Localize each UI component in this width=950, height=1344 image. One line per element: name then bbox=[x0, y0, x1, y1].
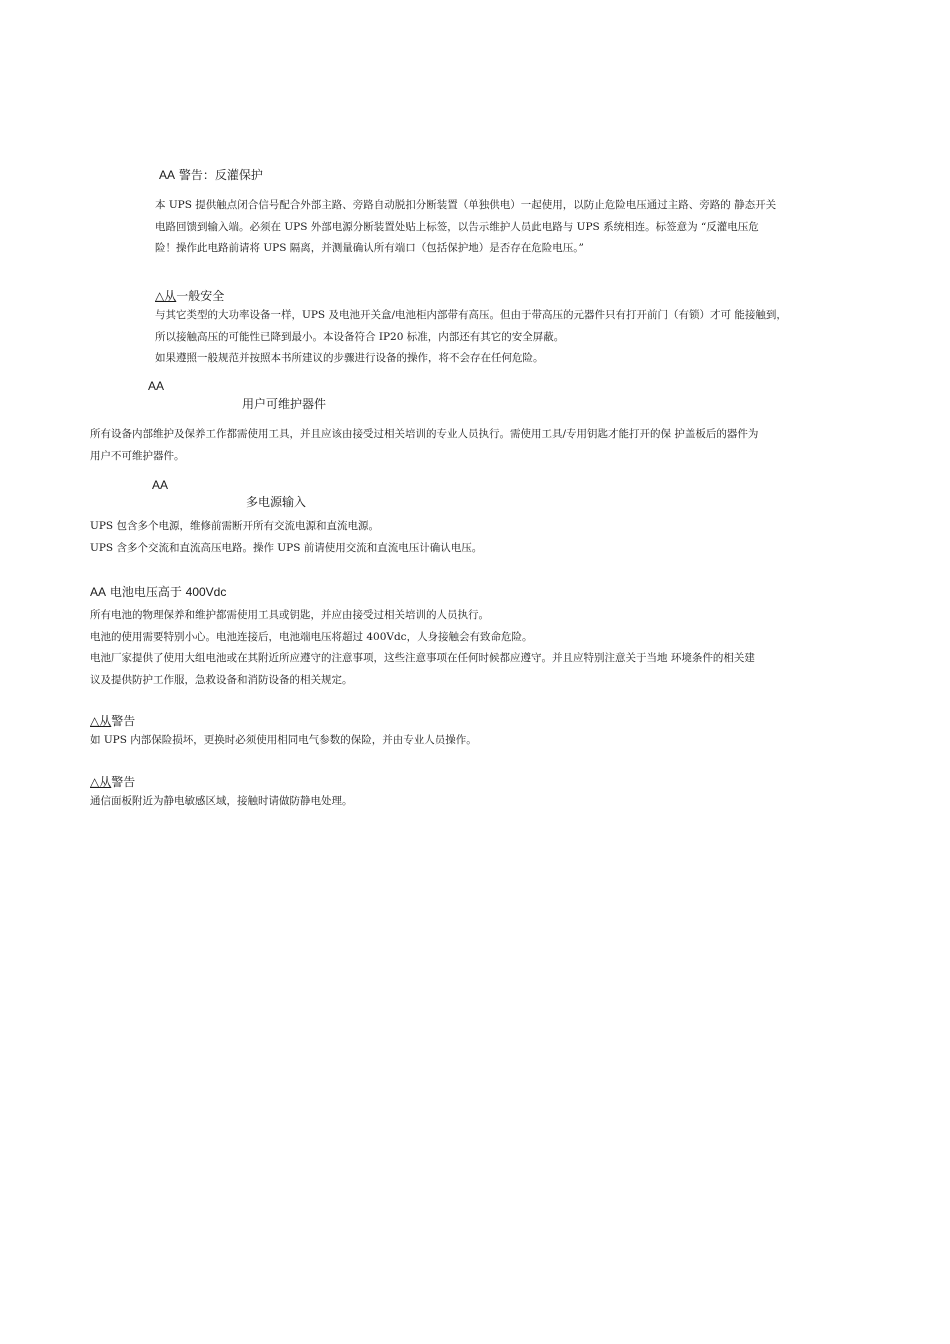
heading-text: 一般安全 bbox=[176, 289, 225, 303]
heading-text: 警告：反灌保护 bbox=[175, 168, 263, 182]
paragraph-line: 用户不可维护器件。 bbox=[90, 449, 185, 462]
paragraph-line: UPS 包含多个电源，维修前需断开所有交流电源和直流电源。 bbox=[90, 520, 379, 532]
paragraph-line: 电路回馈到输入端。必须在 UPS 外部电源分断装置处贴上标签，以告示维护人员此电路与 UPS 系统相连。标签意为 “反灌电压危 bbox=[155, 220, 759, 233]
paragraph-line: 通信面板附近为静电敏感区域，接触时请做防静电处理。 bbox=[90, 795, 353, 807]
paragraph-line: 本 UPS 提供触点闭合信号配合外部主路、旁路自动脱扣分断装置（单独供电）一起使用，以防止危险电压通过主路、旁路的 静态开关 bbox=[155, 199, 777, 211]
paragraph-line: 所有电池的物理保养和维护都需使用工具或钥匙，并应由接受过相关培训的人员执行。 bbox=[90, 609, 489, 621]
warning-mark: AA bbox=[90, 585, 107, 599]
caution-triangle-icon: △从 bbox=[90, 714, 112, 728]
paragraph-line: 电池厂家提供了使用大组电池或在其附近所应遵守的注意事项，这些注意事项在任何时候都应遵守。并且应特别注意关于当地 环境条件的相关建 bbox=[90, 652, 755, 664]
section-heading-general-safety bbox=[155, 287, 224, 304]
paragraph-line: 议及提供防护工作服，急救设备和消防设备的相关规定。 bbox=[90, 673, 353, 686]
paragraph-line: 所以接触高压的可能性已降到最小。本设备符合 IP20 标准，内部还有其它的安全屏蔽。 bbox=[155, 330, 565, 343]
caution-triangle-icon: △从 bbox=[90, 775, 112, 789]
warning-mark: AA bbox=[148, 379, 165, 393]
paragraph-fuse-warning bbox=[90, 730, 477, 752]
paragraph-line: 险！操作此电路前请将 UPS 隔离，并测量确认所有端口（包括保护地）是否存在危险电压。” bbox=[155, 242, 584, 254]
paragraph-line: 电池的使用需要特别小心。电池连接后，电池端电压将超过 400Vdc，人身接触会有致命危险。 bbox=[90, 630, 533, 643]
heading-text: 电池电压高于 bbox=[106, 585, 186, 599]
warning-mark: AA bbox=[159, 168, 176, 182]
paragraph-line: 如果遵照一般规范并按照本书所建议的步骤进行设备的操作，将不会存在任何危险。 bbox=[155, 352, 544, 364]
section-heading-fuse-warning bbox=[90, 712, 135, 729]
paragraph-general-safety bbox=[155, 305, 787, 370]
paragraph-line: UPS 含多个交流和直流高压电路。操作 UPS 前请使用交流和直流电压计确认电压。 bbox=[90, 541, 483, 554]
section-heading-backfeed bbox=[159, 166, 263, 183]
section-heading-battery-voltage bbox=[90, 583, 226, 600]
heading-text: 警告 bbox=[111, 775, 136, 789]
warning-mark: AA bbox=[152, 478, 169, 492]
heading-text: 警告 bbox=[111, 714, 136, 728]
paragraph-line: 如 UPS 内部保险损坏，更换时必须使用相同电气参数的保险，并由专业人员操作。 bbox=[90, 734, 477, 746]
paragraph-user-serviceable bbox=[90, 424, 758, 467]
paragraph-backfeed bbox=[155, 195, 776, 260]
paragraph-multiple-sources bbox=[90, 516, 482, 559]
section-heading-esd-warning bbox=[90, 773, 135, 790]
paragraph-esd-warning bbox=[90, 791, 353, 813]
heading-voltage: 400Vdc bbox=[185, 585, 227, 599]
section-heading-multiple-sources: 多电源输入 bbox=[246, 495, 307, 509]
paragraph-line: 与其它类型的大功率设备一样，UPS 及电池开关盒/电池柜内部带有高压。但由于带高压的元器件只有打开前门（有锁）才可 能接触到， bbox=[155, 309, 787, 321]
paragraph-line: 所有设备内部维护及保养工作都需使用工具，并且应该由接受过相关培训的专业人员执行。需使用工具/专用钥匙才能打开的保 护盖板后的器件为 bbox=[90, 428, 759, 440]
caution-triangle-icon: △从 bbox=[155, 289, 177, 303]
paragraph-battery-voltage bbox=[90, 605, 755, 691]
section-heading-user-serviceable: 用户可维护器件 bbox=[242, 397, 327, 411]
